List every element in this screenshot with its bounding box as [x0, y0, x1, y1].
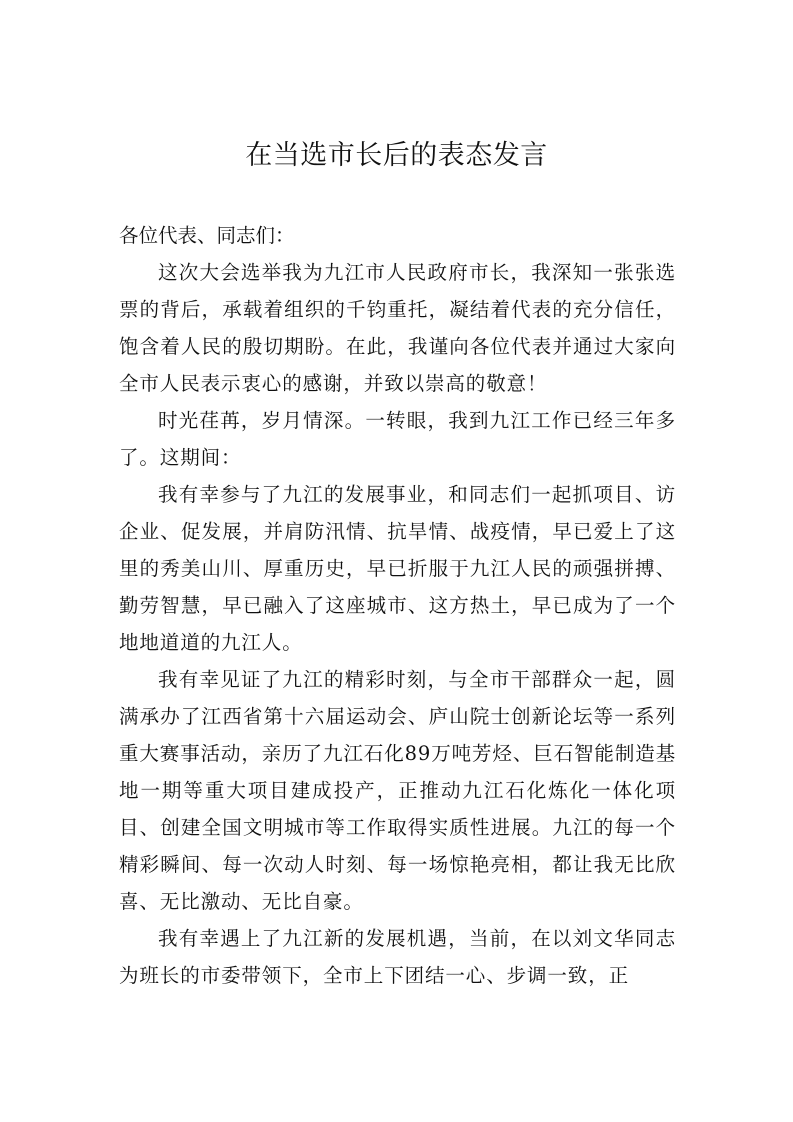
- paragraph-opportunity: 我有幸遇上了九江新的发展机遇，当前，在以刘文华同志为班长的市委带领下，全市上下团结一心、步调一致，正: [119, 927, 676, 987]
- paragraph-participation: 我有幸参与了九江的发展事业，和同志们一起抓项目、访企业、促发展，并肩防汛情、抗旱情、战疫情，早已爱上了这里的秀美山川、厚重历史，早已折服于九江人民的顽强拼搏、勤劳智慧，早已融入了这座城市、这方热土，早已成为了一个地地道道的九江人。: [119, 483, 676, 654]
- document-title: 在当选市长后的表态发言: [245, 140, 548, 171]
- paragraph-time: 时光荏苒，岁月情深。一转眼，我到九江工作已经三年多了。这期间：: [119, 409, 676, 469]
- paragraph-thanks: 这次大会选举我为九江市人民政府市长，我深知一张张选票的背后，承载着组织的千钧重托，凝结着代表的充分信任，饱含着人民的殷切期盼。在此，我谨向各位代表并通过大家向全市人民表示衷心的感谢，并致以崇高的敬意！: [119, 261, 676, 395]
- document-body: [119, 217, 676, 994]
- paragraph-witness: 我有幸见证了九江的精彩时刻，与全市干部群众一起，圆满承办了江西省第十六届运动会、庐山院士创新论坛等一系列重大赛事活动，亲历了九江石化89万吨芳烃、巨石智能制造基地一期等重大项目建成投产，正推动九江石化炼化一体化项目、创建全国文明城市等工作取得实质性进展。九江的每一个精彩瞬间、每一次动人时刻、每一场惊艳亮相，都让我无比欣喜、无比激动、无比自豪。: [119, 668, 677, 913]
- salutation: 各位代表、同志们：: [119, 224, 295, 247]
